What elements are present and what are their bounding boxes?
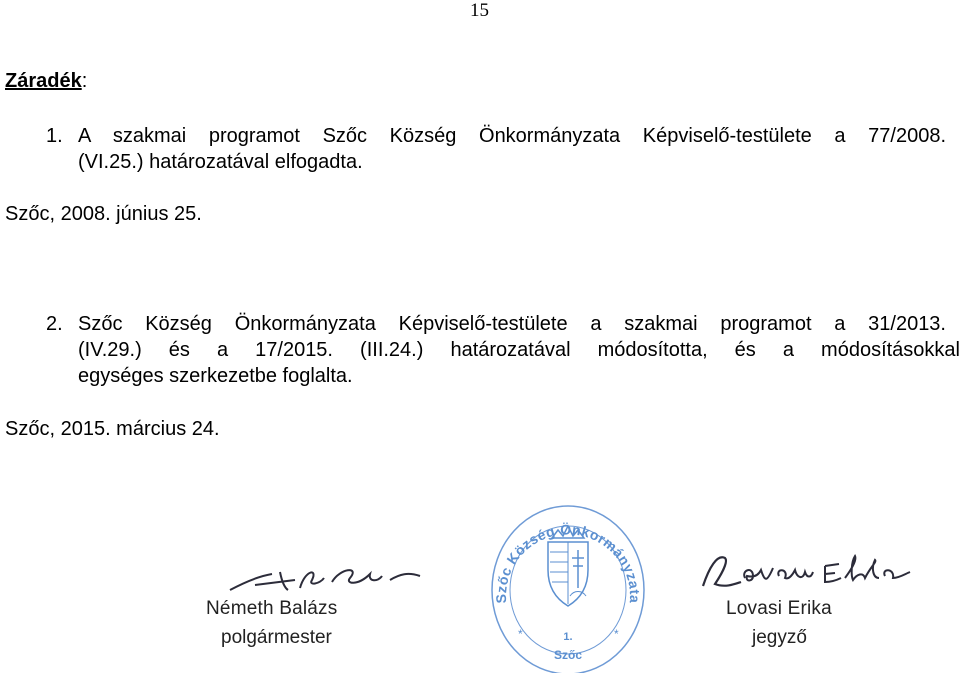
signature-right: [695, 548, 925, 593]
clause-heading-text: Záradék: [5, 70, 82, 92]
item1-number: 1.: [46, 125, 63, 147]
signatory-left-name: Németh Balázs: [206, 598, 338, 619]
stamp-ring-text: Szőc Község Önkormányzata: [492, 521, 644, 604]
page-number: 15: [470, 0, 489, 21]
date-2015: Szőc, 2015. március 24.: [5, 418, 220, 440]
signatory-left-title: polgármester: [221, 627, 332, 648]
signature-left: [200, 560, 430, 600]
item1-line1: A szakmai programot Szőc Község Önkormányzata Képviselő-testülete a 77/2008.: [78, 125, 946, 147]
item2-line1: Szőc Község Önkormányzata Képviselő-testülete a szakmai programot a 31/2013.: [78, 313, 946, 335]
stamp-number: 1.: [563, 631, 573, 643]
date-2008: Szőc, 2008. június 25.: [5, 203, 202, 225]
stamp-graphic: [488, 500, 648, 672]
item2-line3: egységes szerkezetbe foglalta.: [78, 365, 353, 387]
svg-text:*: *: [614, 627, 619, 641]
item2-number: 2.: [46, 313, 63, 335]
clause-heading: [5, 69, 87, 94]
item1-line2: (VI.25.) határozatával elfogadta.: [78, 151, 363, 173]
svg-text:*: *: [518, 627, 523, 641]
signatory-right-title: jegyző: [752, 627, 807, 648]
stamp-place: Szőc: [553, 648, 583, 662]
official-stamp: [488, 500, 648, 672]
signatory-right-name: Lovasi Erika: [726, 598, 832, 619]
item2-line2: (IV.29.) és a 17/2015. (III.24.) határozatával módosította, és a módosításokkal: [78, 339, 960, 361]
clause-heading-colon: :: [81, 70, 88, 92]
